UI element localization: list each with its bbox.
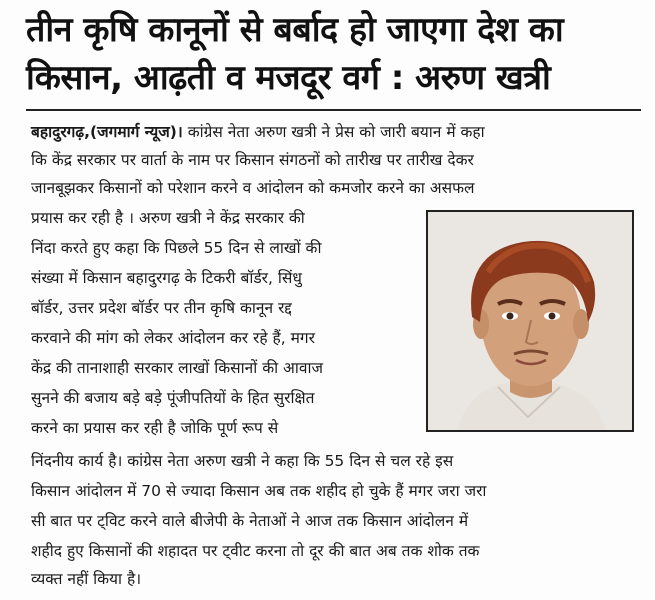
article-line: व्यक्त नहीं किया है। xyxy=(31,570,142,588)
article-line: करने का प्रयास कर रही है जोकि पूर्ण रूप से xyxy=(31,419,279,437)
article-line: जानबूझकर किसानों को परेशान करने व आंदोलन को कमजोर करने का असफल xyxy=(31,179,475,197)
article-line: किसान आंदोलन में 70 से ज्यादा किसान अब तक शहीद हो चुके हैं मगर जरा जरा xyxy=(31,482,487,500)
headline-line-1: तीन कृषि कानूनों से बर्बाद हो जाएगा देश का xyxy=(26,10,564,50)
article-line: प्रयास कर रही है । अरुण खत्री ने केंद्र सरकार की xyxy=(31,209,305,227)
headline-line-2: किसान, आढ़ती व मजदूर वर्ग : अरुण खत्री xyxy=(26,58,551,98)
article-line: कि केंद्र सरकार पर वार्ता के नाम पर किसान संगठनों को तारीख पर तारीख देकर xyxy=(31,151,474,169)
article-line-text: कांग्रेस नेता अरुण खत्री ने प्रेस को जारी बयान में कहा xyxy=(187,123,485,141)
article-line: केंद्र की तानाशाही सरकार लाखों किसानों की आवाज xyxy=(31,359,324,377)
article-line: करवाने की मांग को लेकर आंदोलन कर रहे हैं, मगर xyxy=(31,329,315,347)
article-line: बॉर्डर, उत्तर प्रदेश बॉर्डर पर तीन कृषि कानून रद्द xyxy=(31,299,292,317)
article-line: सी बात पर ट्विट करने वाले बीजेपी के नेताओं ने आज तक किसान आंदोलन में xyxy=(31,512,469,530)
portrait-photo xyxy=(426,210,634,432)
article-line: सुनने की बजाय बड़े बड़े पूंजीपतियों के हित सुरक्षित xyxy=(31,389,315,407)
headline-divider xyxy=(26,109,641,111)
dateline: बहादुरगढ़,(जगमार्ग न्यूज)। xyxy=(31,123,183,141)
article-line: निंदा करते हुए कहा कि पिछले 55 दिन से लाखों की xyxy=(31,239,322,257)
headline xyxy=(26,6,646,102)
article-line xyxy=(31,118,646,146)
article-line: निंदनीय कार्य है। कांग्रेस नेता अरुण खत्री ने कहा कि 55 दिन से चल रहे इस xyxy=(31,452,454,470)
portrait-illustration xyxy=(428,212,632,430)
article-line: संख्या में किसान बहादुरगढ़ के टिकरी बॉर्डर, सिंधु xyxy=(31,269,302,287)
article-line: शहीद हुए किसानों की शहादत पर ट्वीट करना तो दूर की बात अब तक शोक तक xyxy=(31,542,480,560)
